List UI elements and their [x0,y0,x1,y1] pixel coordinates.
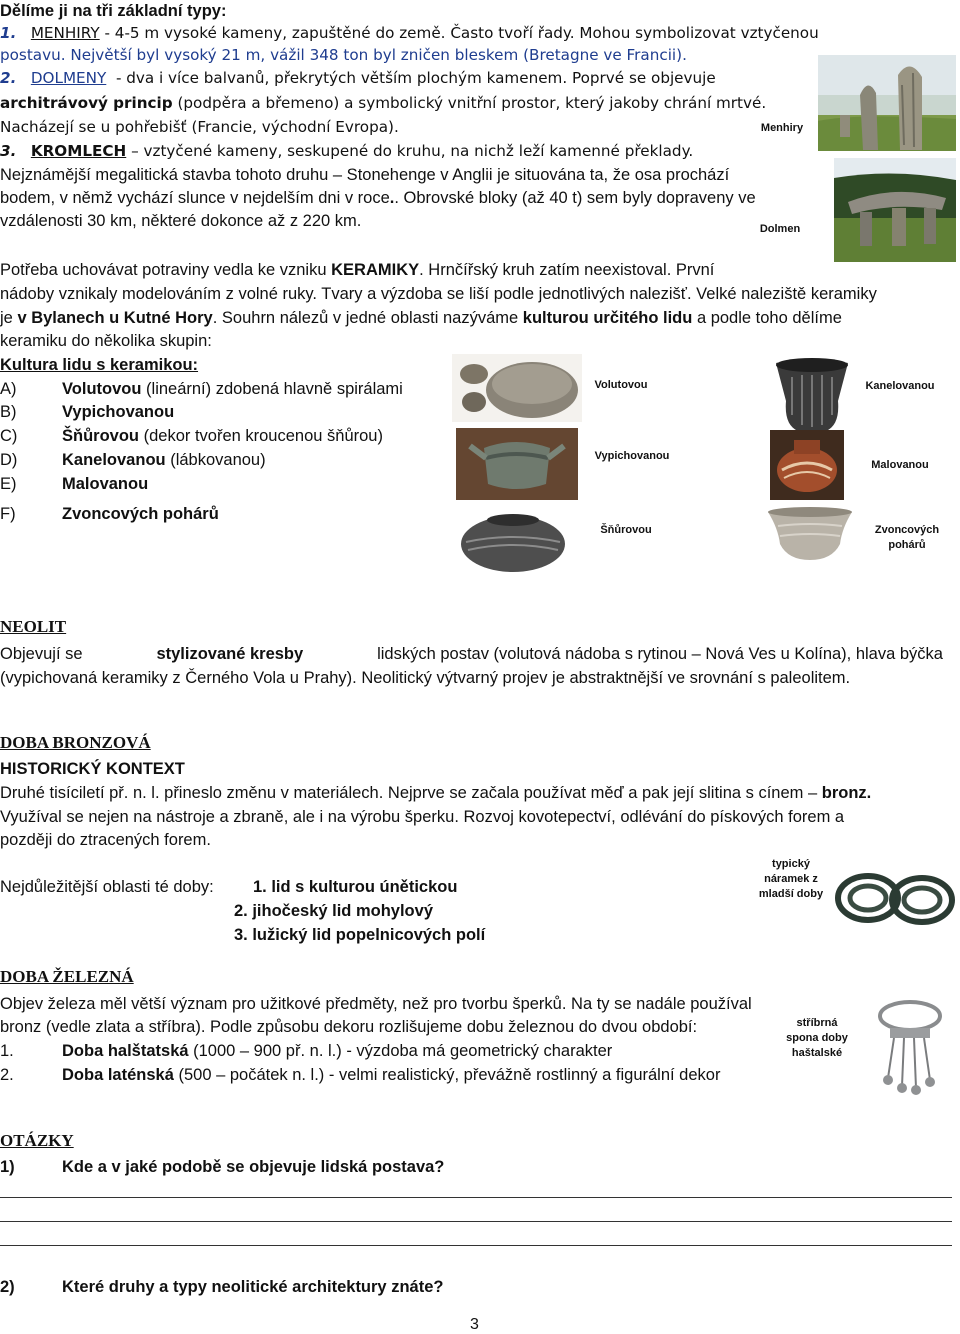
dolmeny-number: 2. [0,69,17,87]
keramika-line-3 [0,307,842,329]
keramika-text-3a: je [0,309,13,327]
menhiry-number: 1. [0,24,17,42]
keramika-line-2: nádoby vznikaly modelováním z volné ruky. Tvary a výzdoba se liší podle jednotlivých nalezišť. Velké naleziště keramiky [0,285,877,303]
pottery-vypichovana-photo [456,428,578,500]
question-text: Které druhy a typy neolitické architektury znáte? [62,1278,444,1296]
answer-line-1[interactable] [0,1197,952,1198]
question-number: 1) [0,1158,15,1176]
zelezo-period-1 [0,1040,612,1062]
otazky-heading: OTÁZKY [0,1131,74,1150]
laten-term: Doba laténská [62,1066,174,1084]
kromlech-line-2: Nejznámější megalitická stavba tohoto druhu – Stonehenge v Anglii je situována ta, že osa prochází [0,166,730,184]
kromlech-text-3b: . Obrovské bloky (až 40 t) sem byly dopraveny ve [394,189,756,207]
dolmeny-line-2 [0,92,766,114]
kromlech-line-3 [0,187,756,209]
question-text: Kde a v jaké podobě se objevuje lidská postava? [62,1158,445,1176]
kultura-item-d [0,449,266,471]
menhiry-caption: Menhiry [760,122,804,134]
question-1 [0,1156,444,1178]
bronz-line-3: později do ztracených forem. [0,831,211,849]
bronz-line-1 [0,782,871,804]
kultura-item-f [0,503,219,525]
item-name: Kanelovanou [62,451,166,469]
period: . [389,189,395,207]
kromlech-text: – vztyčené kameny, seskupené do kruhu, na nichž leží kamenné překlady. [131,142,694,160]
menhiry-line-1 [0,22,945,44]
zelezo-heading: DOBA ŽELEZNÁ [0,967,134,986]
answer-line-2[interactable] [0,1221,952,1222]
kromlech-line-4: vzdálenosti 30 km, některé dokonce až z 220 km. [0,212,362,230]
keramika-text-3e: a podle toho dělíme [696,309,842,327]
bronz-line-2: Využíval se nejen na nástroje a zbraně, ale i na výrobu šperku. Rozvoj kovotepectví, odlévání do pískových forem a [0,808,845,826]
item-desc: (lineární) zdobená hlavně spirálami [146,380,403,398]
kromlech-line-1 [0,140,693,162]
bracelet-photo [832,864,956,934]
vypichovanou-caption: Vypichovanou [594,450,670,462]
bronz-term: bronz. [821,784,872,802]
dolmeny-term: DOLMENY [30,69,107,87]
bronz-area-2: 2. jihočeský lid mohylový [234,902,433,920]
kromlech-number: 3. [0,142,17,160]
keramika-text-1c: . Hrnčířský kruh zatím neexistoval. První [419,261,715,279]
period-desc: (500 – počátek n. l.) - velmi realistický, převážně rostlinný a figurální dekor [178,1066,721,1084]
pottery-malovana-photo [770,430,844,500]
dolmen-photo [834,158,956,262]
neolit-line-2: (vypichovaná keramiky z Černého Vola u Prahy). Neolitický výtvarný projev je abstraktnější ve srovnání s paleolitem. [0,669,851,687]
item-letter: A) [0,380,17,398]
item-letter: B) [0,403,17,421]
zvoncovych-caption: Zvoncových pohárů [874,524,940,551]
pottery-kanelovana-photo [766,355,858,435]
architrave-term: architrávový princip [0,94,173,112]
naramek-caption: typický náramek z mladší doby [758,858,824,900]
malovanou-caption: Malovanou [871,459,929,471]
bronz-area-3: 3. lužický lid popelnicových polí [234,926,486,944]
neolit-heading: NEOLIT [0,617,67,636]
zelezo-period-2 [0,1064,720,1086]
keramika-line-1 [0,259,714,281]
kultura-item-e [0,473,148,495]
halstatt-term: Doba halštatská [62,1042,189,1060]
dolmeny-text: - dva i více balvanů, překrytých větším plochým kamenem. Poprvé se objevuje [115,69,716,87]
zelezo-line-1: Objev železa měl větší význam pro užitkové předměty, než pro tvorbu šperků. Na ty se nadále používal [0,995,752,1013]
dolmeny-line-1 [0,67,716,89]
question-number: 2) [0,1278,15,1296]
bronz-subheading: HISTORICKÝ KONTEXT [0,760,185,778]
neolit-text-1c: lidských postav (volutová nádoba s rytinou – Nová Ves u Kolína), hlava býčka [377,645,943,663]
menhiry-line-2 [0,44,687,66]
bylany-location: v Bylanech u Kutné Hory [17,309,213,327]
item-name: Šňůrovou [62,427,139,445]
question-2 [0,1276,443,1298]
period-desc: (1000 – 900 př. n. l.) - výzdoba má geometrický charakter [193,1042,613,1060]
item-name: Malovanou [62,475,149,493]
item-letter: E) [0,475,17,493]
item-letter: D) [0,451,18,469]
item-name: Vypichovanou [62,403,175,421]
kultura-term: kulturou určitého lidu [522,309,693,327]
volutovou-caption: Volutovou [594,379,648,391]
kultura-item-c [0,425,383,447]
kultura-item-b [0,401,174,423]
period-number: 2. [0,1066,14,1084]
zelezo-line-2: bronz (vedle zlata a stříbra). Podle způsobu dekoru rozlišujeme dobu železnou do dvou období: [0,1018,698,1036]
snurovou-caption: Šňůrovou [600,524,652,536]
kanelovanou-caption: Kanelovanou [865,380,935,392]
types-heading: Dělíme ji na tři základní typy: [0,2,227,20]
menhiry-text: - 4-5 m vysoké kameny, zapuštěné do země. Často tvoří řady. Mohou symbolizovat vztyčenou [104,24,819,42]
dolmeny-line-3: Nacházejí se u pohřebišť (Francie, východní Evropa). [0,118,399,136]
spona-caption: stříbrná spona doby haštalské [786,1017,848,1059]
neolit-line-1 [0,643,943,665]
keramika-text-3c: . Souhrn nálezů v jedné oblasti nazýváme [212,309,519,327]
bronz-heading: DOBA BRONZOVÁ [0,733,151,752]
keramika-line-4: keramiku do několika skupin: [0,332,212,350]
menhiry-term: MENHIRY [30,24,100,42]
bronz-text-1a: Druhé tisíciletí př. n. l. přineslo změnu v materiálech. Nejprve se začala používat měď a pak její slitina s cínem – [0,784,818,802]
neolit-text-1a: Objevují se [0,645,83,663]
dolmen-caption: Dolmen [759,223,801,235]
stylized-drawings-term: stylizované kresby [156,645,304,663]
pottery-volutova-photo [452,354,582,422]
pottery-zvoncovy-photo [762,504,858,564]
bronz-area-1: 1. lid s kulturou únětickou [253,878,458,896]
item-name: Zvoncových pohárů [62,505,219,523]
brooch-photo [860,994,956,1098]
period-number: 1. [0,1042,14,1060]
keramika-text-1a: Potřeba uchovávat potraviny vedla ke vzniku [0,261,327,279]
item-name: Volutovou [62,380,142,398]
answer-line-3[interactable] [0,1245,952,1246]
kultura-item-a [0,378,403,400]
kultura-list-title: Kultura lidu s keramikou: [0,356,199,374]
item-letter: C) [0,427,18,445]
item-desc: (dekor tvořen kroucenou šňůrou) [143,427,383,445]
bronz-areas-label: Nejdůležitější oblasti té doby: [0,878,214,896]
kromlech-term: KROMLECH [30,142,127,160]
item-letter: F) [0,505,16,523]
kromlech-text-3a: bodem, v němž vychází slunce v nejdelším dni v roce [0,189,390,207]
page-number: 3 [470,1316,479,1333]
dolmeny-text-2: (podpěra a břemeno) a symbolický vnitřní prostor, který jakoby chrání mrtvé. [177,94,767,112]
keramika-term: KERAMIKY [331,261,420,279]
item-desc: (lábkovanou) [170,451,266,469]
pottery-snurova-photo [452,502,574,576]
menhir-photo [818,55,956,151]
menhiry-text-2: postavu. Největší byl vysoký 21 m, vážil 348 ton byl zničen bleskem (Bretagne ve Francii). [0,46,687,64]
